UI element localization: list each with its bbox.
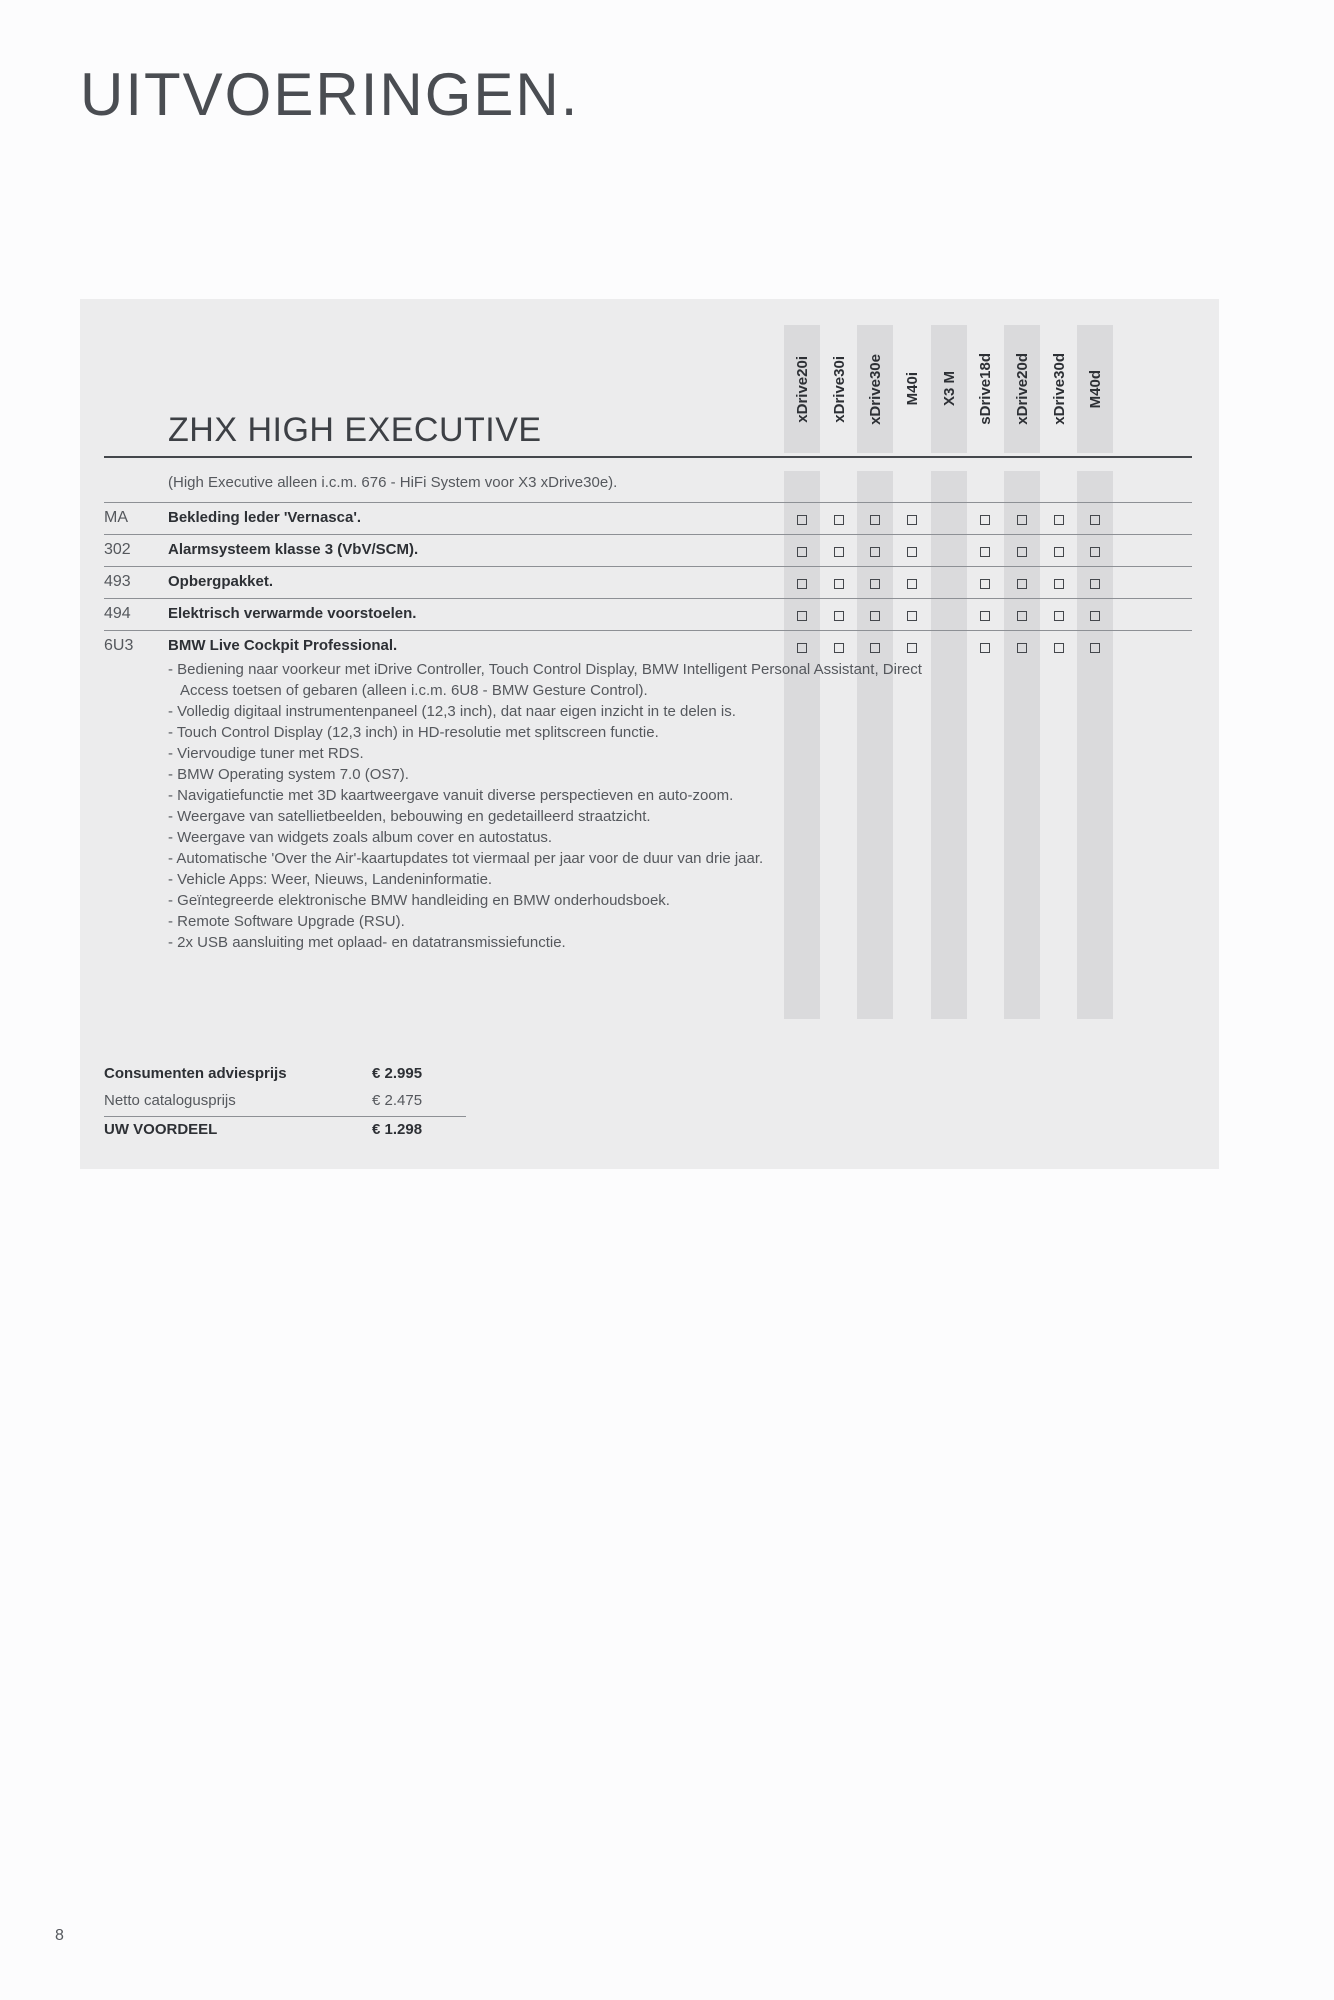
option-label: BMW Live Cockpit Professional.: [168, 637, 398, 654]
option-label: Alarmsysteem klasse 3 (VbV/SCM).: [168, 541, 419, 558]
availability-marker: [870, 547, 880, 557]
advantage-label: UW VOORDEEL: [104, 1121, 218, 1138]
feature-item: - Volledig digitaal instrumentenpaneel (12,3 inch), dat naar eigen inzicht in te delen is.: [168, 701, 938, 722]
availability-marker: [1090, 547, 1100, 557]
row-divider: [104, 534, 1192, 535]
column-header-label: xDrive20d: [1013, 353, 1031, 425]
availability-marker: [834, 611, 844, 621]
availability-marker: [834, 579, 844, 589]
column-header: [931, 325, 967, 453]
availability-marker: [907, 611, 917, 621]
column-header: [1041, 325, 1077, 453]
availability-marker: [1090, 515, 1100, 525]
availability-marker: [1054, 611, 1064, 621]
availability-marker: [907, 643, 917, 653]
availability-marker: [797, 579, 807, 589]
column-header-label: xDrive30d: [1050, 353, 1068, 425]
availability-marker: [797, 515, 807, 525]
feature-item: - Automatische 'Over the Air'-kaartupdates tot viermaal per jaar voor de duur van drie jaar.: [168, 848, 938, 869]
availability-marker: [907, 547, 917, 557]
feature-item: - Navigatiefunctie met 3D kaartweergave vanuit diverse perspectieven en auto-zoom.: [168, 785, 938, 806]
feature-list: [168, 659, 938, 953]
option-code: MA: [104, 509, 128, 526]
advantage-value: € 1.298: [372, 1121, 423, 1138]
availability-marker: [797, 643, 807, 653]
availability-marker: [870, 643, 880, 653]
column-header: [857, 325, 893, 453]
availability-marker: [1017, 515, 1027, 525]
column-header-label: xDrive20i: [793, 355, 811, 423]
availability-marker: [1017, 611, 1027, 621]
availability-marker: [834, 547, 844, 557]
availability-marker: [980, 515, 990, 525]
availability-marker: [870, 611, 880, 621]
feature-item: - Weergave van satellietbeelden, bebouwing en gedetailleerd straatzicht.: [168, 806, 938, 827]
availability-marker: [1017, 643, 1027, 653]
availability-marker: [870, 579, 880, 589]
availability-marker: [1054, 579, 1064, 589]
option-label: Opbergpakket.: [168, 573, 274, 590]
column-header-label: M40i: [903, 372, 921, 406]
feature-item: - Remote Software Upgrade (RSU).: [168, 911, 938, 932]
option-code: 6U3: [104, 637, 134, 654]
availability-marker: [1017, 579, 1027, 589]
availability-marker: [907, 579, 917, 589]
page-number: 8: [55, 1927, 64, 1944]
options-panel: [80, 299, 1219, 1169]
column-header: [1004, 325, 1040, 453]
column-header-label: M40d: [1086, 369, 1104, 409]
availability-marker: [797, 611, 807, 621]
availability-marker: [1054, 643, 1064, 653]
availability-marker: [980, 611, 990, 621]
availability-marker: [834, 643, 844, 653]
option-label: Bekleding leder 'Vernasca'.: [168, 509, 362, 526]
package-note: (High Executive alleen i.c.m. 676 - HiFi System voor X3 xDrive30e).: [168, 474, 618, 491]
feature-item: - Bediening naar voorkeur met iDrive Controller, Touch Control Display, BMW Intelligent Personal Assistant, Direct Access toetsen of gebaren (alleen i.c.m. 6U8 - BMW Gesture Control).: [168, 659, 938, 701]
feature-item: - Touch Control Display (12,3 inch) in HD-resolutie met splitscreen functie.: [168, 722, 938, 743]
feature-item: - Geïntegreerde elektronische BMW handleiding en BMW onderhoudsboek.: [168, 890, 938, 911]
row-divider: [104, 630, 1192, 631]
option-code: 302: [104, 541, 131, 558]
section-title: ZHX HIGH EXECUTIVE: [168, 411, 542, 449]
availability-marker: [870, 515, 880, 525]
availability-marker: [797, 547, 807, 557]
feature-item: - 2x USB aansluiting met oplaad- en datatransmissiefunctie.: [168, 932, 938, 953]
consumer-price-label: Consumenten adviesprijs: [104, 1065, 287, 1082]
net-price-label: Netto catalogusprijs: [104, 1092, 236, 1109]
net-price-value: € 2.475: [372, 1092, 423, 1109]
availability-marker: [907, 515, 917, 525]
option-code: 494: [104, 605, 131, 622]
availability-marker: [1090, 611, 1100, 621]
column-header: [784, 325, 820, 453]
column-header-label: sDrive18d: [976, 353, 994, 425]
column-header: [894, 325, 930, 453]
row-divider: [104, 598, 1192, 599]
feature-item: - Viervoudige tuner met RDS.: [168, 743, 938, 764]
feature-item: - Vehicle Apps: Weer, Nieuws, Landeninformatie.: [168, 869, 938, 890]
column-header-label: X3 M: [940, 371, 958, 407]
header-rule: [104, 456, 1192, 458]
availability-marker: [1054, 515, 1064, 525]
row-divider: [104, 502, 1192, 503]
column-header: [967, 325, 1003, 453]
column-header-label: xDrive30e: [866, 353, 884, 425]
option-code: 493: [104, 573, 131, 590]
option-label: Elektrisch verwarmde voorstoelen.: [168, 605, 417, 622]
availability-marker: [1090, 643, 1100, 653]
price-divider: [104, 1116, 466, 1117]
consumer-price-value: € 2.995: [372, 1065, 423, 1082]
feature-item: - Weergave van widgets zoals album cover en autostatus.: [168, 827, 938, 848]
feature-item: - BMW Operating system 7.0 (OS7).: [168, 764, 938, 785]
availability-marker: [980, 643, 990, 653]
availability-marker: [980, 547, 990, 557]
page-title: UITVOERINGEN.: [80, 61, 580, 128]
availability-marker: [1090, 579, 1100, 589]
availability-marker: [980, 579, 990, 589]
column-header: [1077, 325, 1113, 453]
availability-marker: [1017, 547, 1027, 557]
column-header: [821, 325, 857, 453]
availability-marker: [834, 515, 844, 525]
column-header-label: xDrive30i: [830, 355, 848, 423]
row-divider: [104, 566, 1192, 567]
availability-marker: [1054, 547, 1064, 557]
